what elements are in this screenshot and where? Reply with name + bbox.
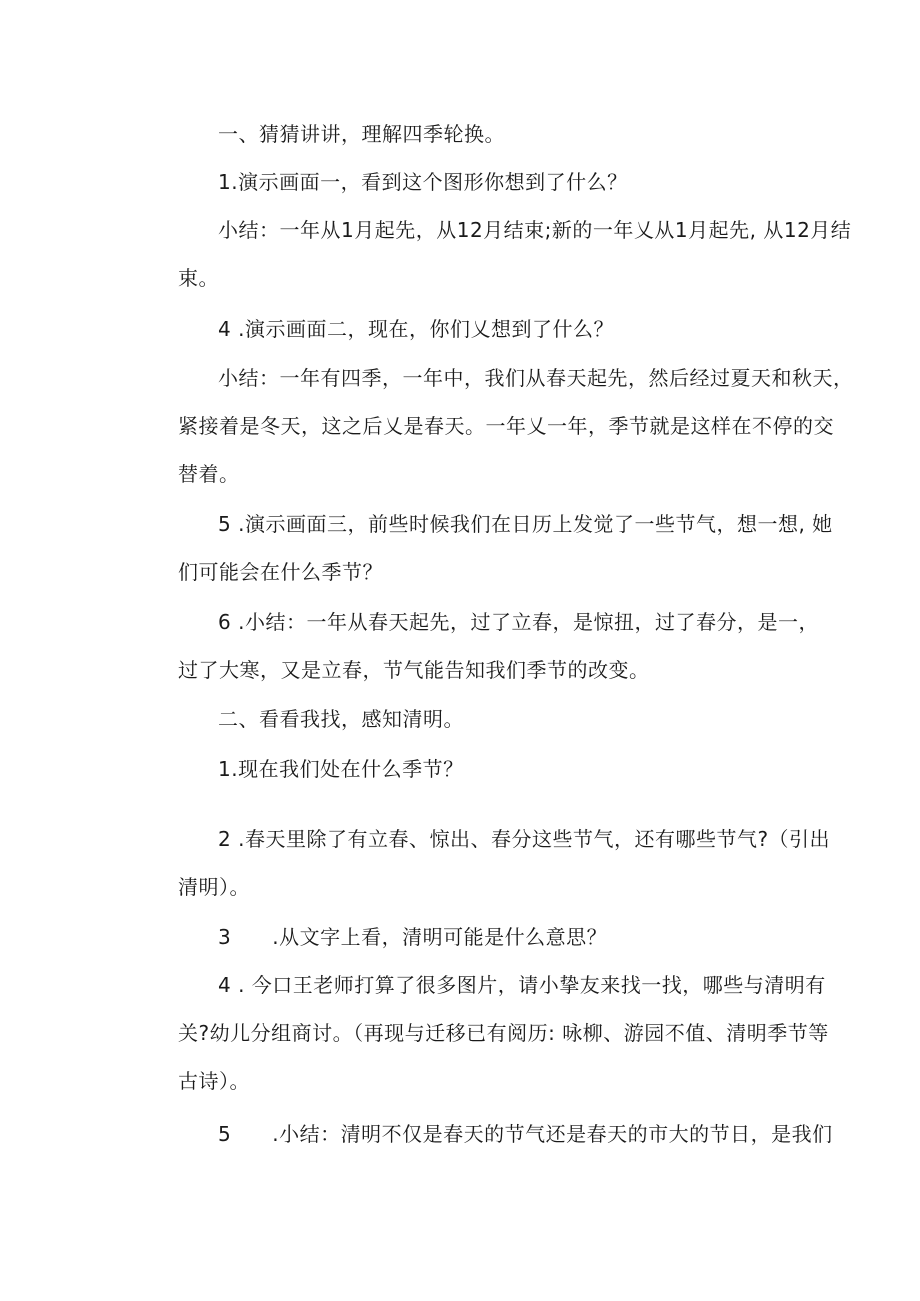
text-line: 5 .小结：清明不仅是春天的节气还是春天的市大的节日，是我们 — [218, 1122, 833, 1146]
summary-paragraph-2 — [138, 354, 854, 498]
paragraph-item-3b — [138, 913, 788, 961]
text-line: 1.现在我们处在什么季节？ — [218, 757, 464, 781]
text-line: 1.演示画面一，看到这个图形你想到了什么？ — [218, 170, 628, 194]
paragraph-item-6 — [138, 598, 819, 694]
paragraph-item-5b — [138, 1110, 833, 1158]
text-line: 5 .演示画面三，前些时候我们在日历上发觉了一些节气，想一想, 她 — [218, 512, 833, 536]
paragraph-item-4 — [138, 305, 788, 353]
text-line: 替着。 — [178, 462, 240, 486]
paragraph-item-2b — [138, 815, 831, 911]
text-line: 4 . 今口王老师打算了很多图片，请小挚友来找一找，哪些与清明有 — [218, 973, 826, 997]
paragraph-item-4b — [138, 961, 829, 1105]
paragraph-item-1b — [138, 745, 788, 793]
paragraph-item-1 — [138, 158, 788, 206]
text-line: 束。 — [178, 266, 219, 290]
paragraph-item-5 — [138, 500, 833, 596]
text-line: 小结：一年从1月起先，从12月结束;新的一年乂从1月起先, 从12月结 — [218, 218, 852, 242]
text-line: 清明）。 — [178, 875, 250, 899]
summary-paragraph-1 — [138, 206, 852, 302]
text-line: 小结：一年有四季，一年中，我们从春天起先，然后经过夏天和秋天， — [218, 366, 854, 390]
text-line: 3 .从文字上看，清明可能是什么意思？ — [218, 925, 608, 949]
section-heading-1 — [138, 110, 788, 158]
section-heading-2 — [138, 695, 788, 743]
text-line: 一、猜猜讲讲，理解四季轮换。 — [218, 122, 505, 146]
text-line: 紧接着是冬天，这之后乂是春天。一年乂一年，季节就是这样在不停的交 — [178, 414, 834, 438]
text-line: 二、看看我找，感知清明。 — [218, 707, 464, 731]
text-line: 4 .演示画面二，现在，你们乂想到了什么？ — [218, 317, 614, 341]
text-line: 关?幼儿分组商讨。（再现与迁移已有阅历: 咏柳、游园不值、清明季节等 — [178, 1021, 829, 1045]
text-line: 6 .小结：一年从春天起先，过了立春，是惊扭，过了春分，是一， — [218, 610, 819, 634]
text-line: 过了大寒，又是立春，节气能告知我们季节的改变。 — [178, 658, 650, 682]
text-line: 们可能会在什么季节？ — [178, 560, 383, 584]
text-line: 2 .春天里除了有立春、惊出、春分这些节气，还有哪些节气?（引出 — [218, 827, 831, 851]
text-line: 古诗）。 — [178, 1069, 250, 1093]
